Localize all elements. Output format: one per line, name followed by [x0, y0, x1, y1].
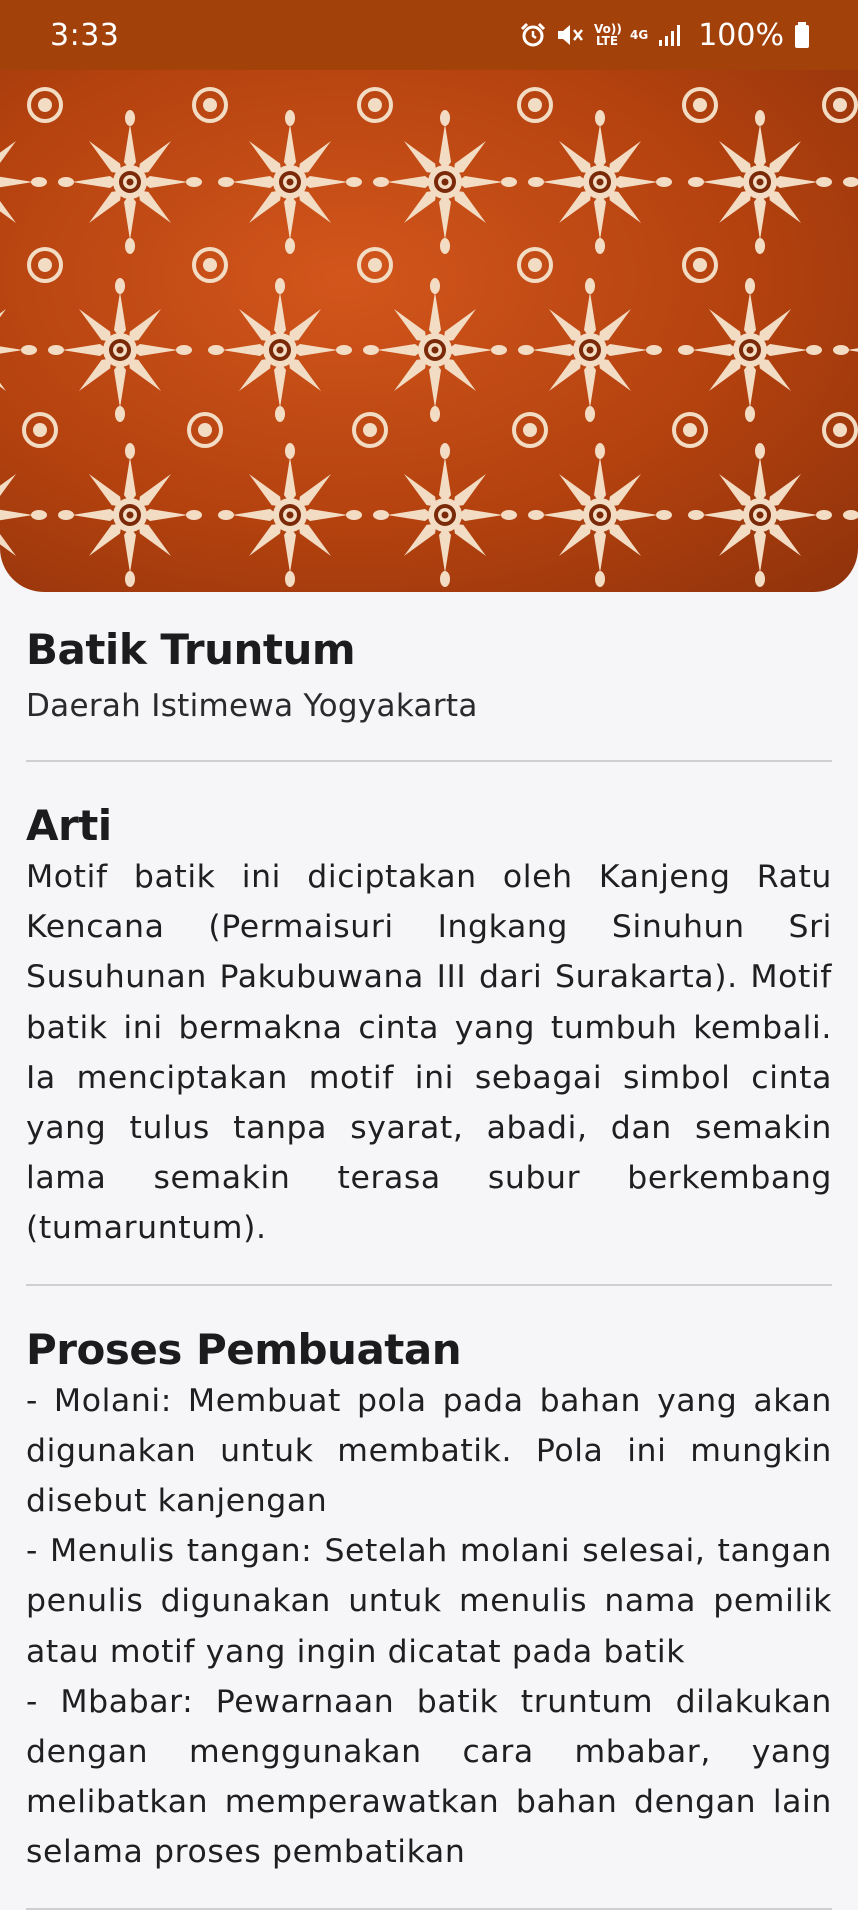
pattern-flower [373, 110, 517, 254]
pattern-flower [58, 443, 202, 587]
pattern-flower [833, 278, 858, 422]
alarm-icon [520, 22, 546, 48]
batik-detail [26, 592, 832, 1910]
pattern-flower [688, 443, 832, 587]
battery-icon [794, 22, 810, 48]
pattern-ring [824, 89, 856, 121]
pattern-ring [519, 249, 551, 281]
batik-pattern-svg [0, 70, 858, 592]
process-step: - Menulis tangan: Setelah molani selesai, tangan penulis digunakan untuk menulis nama pemilik atau motif yang ingin dicatat pada batik [26, 1533, 832, 1670]
pattern-flower [363, 278, 507, 422]
pattern-flower [48, 278, 192, 422]
divider [26, 1908, 832, 1910]
battery-level: 100% [698, 17, 784, 53]
batik-pattern-image [0, 70, 858, 592]
status-bar [0, 0, 858, 70]
meaning-heading: Arti [26, 801, 112, 850]
pattern-flower [518, 278, 662, 422]
pattern-flower [373, 443, 517, 587]
pattern-ring [359, 249, 391, 281]
pattern-flower [0, 278, 37, 422]
pattern-flower [528, 110, 672, 254]
pattern-flower [218, 110, 362, 254]
region-label: Daerah Istimewa Yogyakarta [26, 688, 478, 724]
pattern-ring [674, 414, 706, 446]
pattern-ring [824, 414, 856, 446]
mute-icon [556, 22, 584, 48]
divider [26, 1284, 832, 1286]
pattern-flower [678, 278, 822, 422]
pattern-ring [519, 89, 551, 121]
status-icons [520, 18, 810, 53]
pattern-flower [208, 278, 352, 422]
pattern-ring [24, 414, 56, 446]
pattern-ring [359, 89, 391, 121]
status-time: 3:33 [50, 17, 120, 53]
page-title: Batik Truntum [26, 625, 356, 674]
pattern-ring [514, 414, 546, 446]
meaning-text: Motif batik ini diciptakan oleh Kanjeng Ratu Kencana (Permaisuri Ingkang Sinuhun Sri Susuhunan Pakubuwana III dari Surakarta). Motif batik ini bermakna cinta yang tumbuh kembali. Ia menciptakan motif ini sebagai simbol cinta yang tulus tanpa syarat, abadi, dan semakin lama semakin terasa subur berkembang (tumaruntum). [26, 859, 832, 1247]
pattern-ring [29, 249, 61, 281]
pattern-ring [194, 89, 226, 121]
pattern-flower [843, 110, 858, 254]
pattern-ring [194, 249, 226, 281]
signal-icon [658, 23, 682, 47]
pattern-ring [189, 414, 221, 446]
pattern-flower [0, 110, 47, 254]
process-heading: Proses Pembuatan [26, 1324, 462, 1374]
divider [26, 760, 832, 762]
pattern-flower [58, 110, 202, 254]
pattern-flower [528, 443, 672, 587]
process-step: - Molani: Membuat pola pada bahan yang akan digunakan untuk membatik. Pola ini mungkin disebut kanjengan [26, 1382, 832, 1520]
process-step: - Mbabar: Pewarnaan batik truntum dilakukan dengan menggunakan cara mbabar, yang melibatkan memperawatkan bahan dengan lain selama proses pembatikan [26, 1683, 832, 1871]
pattern-ring [29, 89, 61, 121]
pattern-ring [354, 414, 386, 446]
pattern-flower [0, 443, 47, 587]
pattern-ring [684, 89, 716, 121]
pattern-flower [218, 443, 362, 587]
pattern-flower [688, 110, 832, 254]
4g-icon: 4G [630, 28, 649, 42]
volte-icon: Vo)) LTE [594, 22, 622, 48]
pattern-flower [843, 443, 858, 587]
pattern-ring [684, 249, 716, 281]
